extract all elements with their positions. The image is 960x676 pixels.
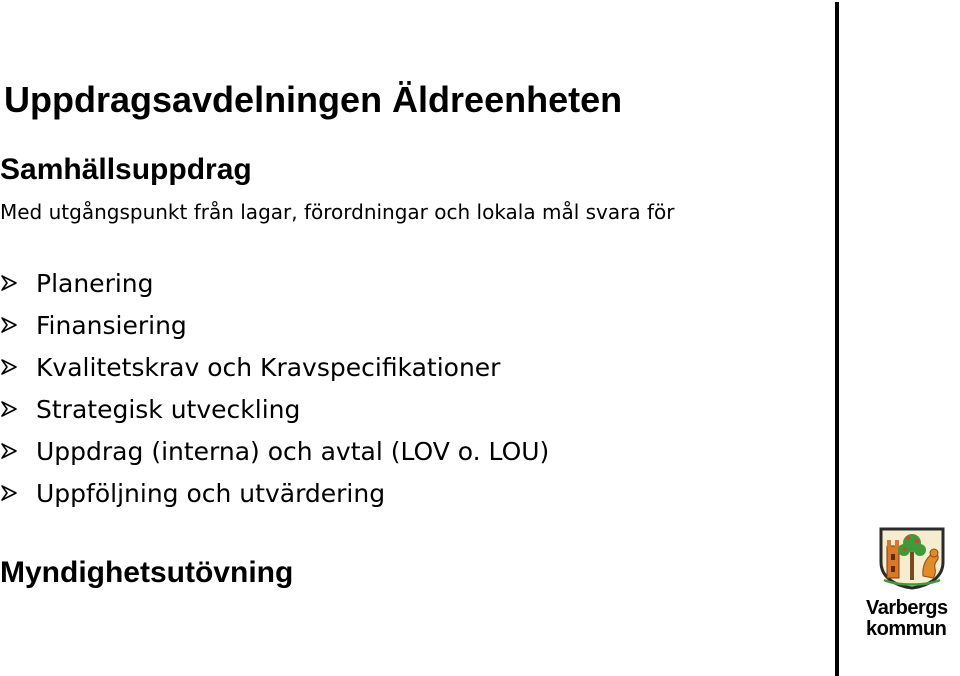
list-item-label: Strategisk utveckling: [36, 394, 301, 424]
list-item: [0, 430, 549, 472]
responsibility-list: [0, 262, 549, 514]
arrowhead-bullet-icon: [0, 316, 36, 334]
list-item-label: Planering: [36, 268, 154, 298]
vertical-divider: [835, 2, 839, 676]
list-item: [0, 346, 549, 388]
list-item: [0, 262, 549, 304]
list-item-label: Kvalitetskrav och Kravspecifikationer: [36, 352, 501, 382]
logo-text: [866, 598, 948, 640]
list-item: [0, 388, 549, 430]
page-title: Uppdragsavdelningen Äldreenheten: [4, 79, 623, 120]
arrowhead-bullet-icon: [0, 274, 36, 292]
section-heading-samhallsuppdrag: Samhällsuppdrag: [0, 153, 252, 186]
list-item-label: Uppdrag (interna) och avtal (LOV o. LOU): [36, 436, 550, 466]
list-item-label: Uppföljning och utvärdering: [36, 478, 386, 508]
logo-line-kommun: kommun: [866, 618, 947, 640]
arrowhead-bullet-icon: [0, 442, 36, 460]
logo-line-varbergs: Varbergs: [866, 597, 948, 619]
list-item: [0, 472, 549, 514]
arrowhead-bullet-icon: [0, 400, 36, 418]
section-heading-myndighetsutovning: Myndighetsutövning: [0, 556, 294, 589]
list-item: [0, 304, 549, 346]
list-item-label: Finansiering: [36, 310, 187, 340]
arrowhead-bullet-icon: [0, 484, 36, 502]
coat-of-arms-icon: [878, 526, 946, 590]
intro-text: Med utgångspunkt från lagar, förordningar och lokala mål svara för: [0, 200, 675, 224]
arrowhead-bullet-icon: [0, 358, 36, 376]
